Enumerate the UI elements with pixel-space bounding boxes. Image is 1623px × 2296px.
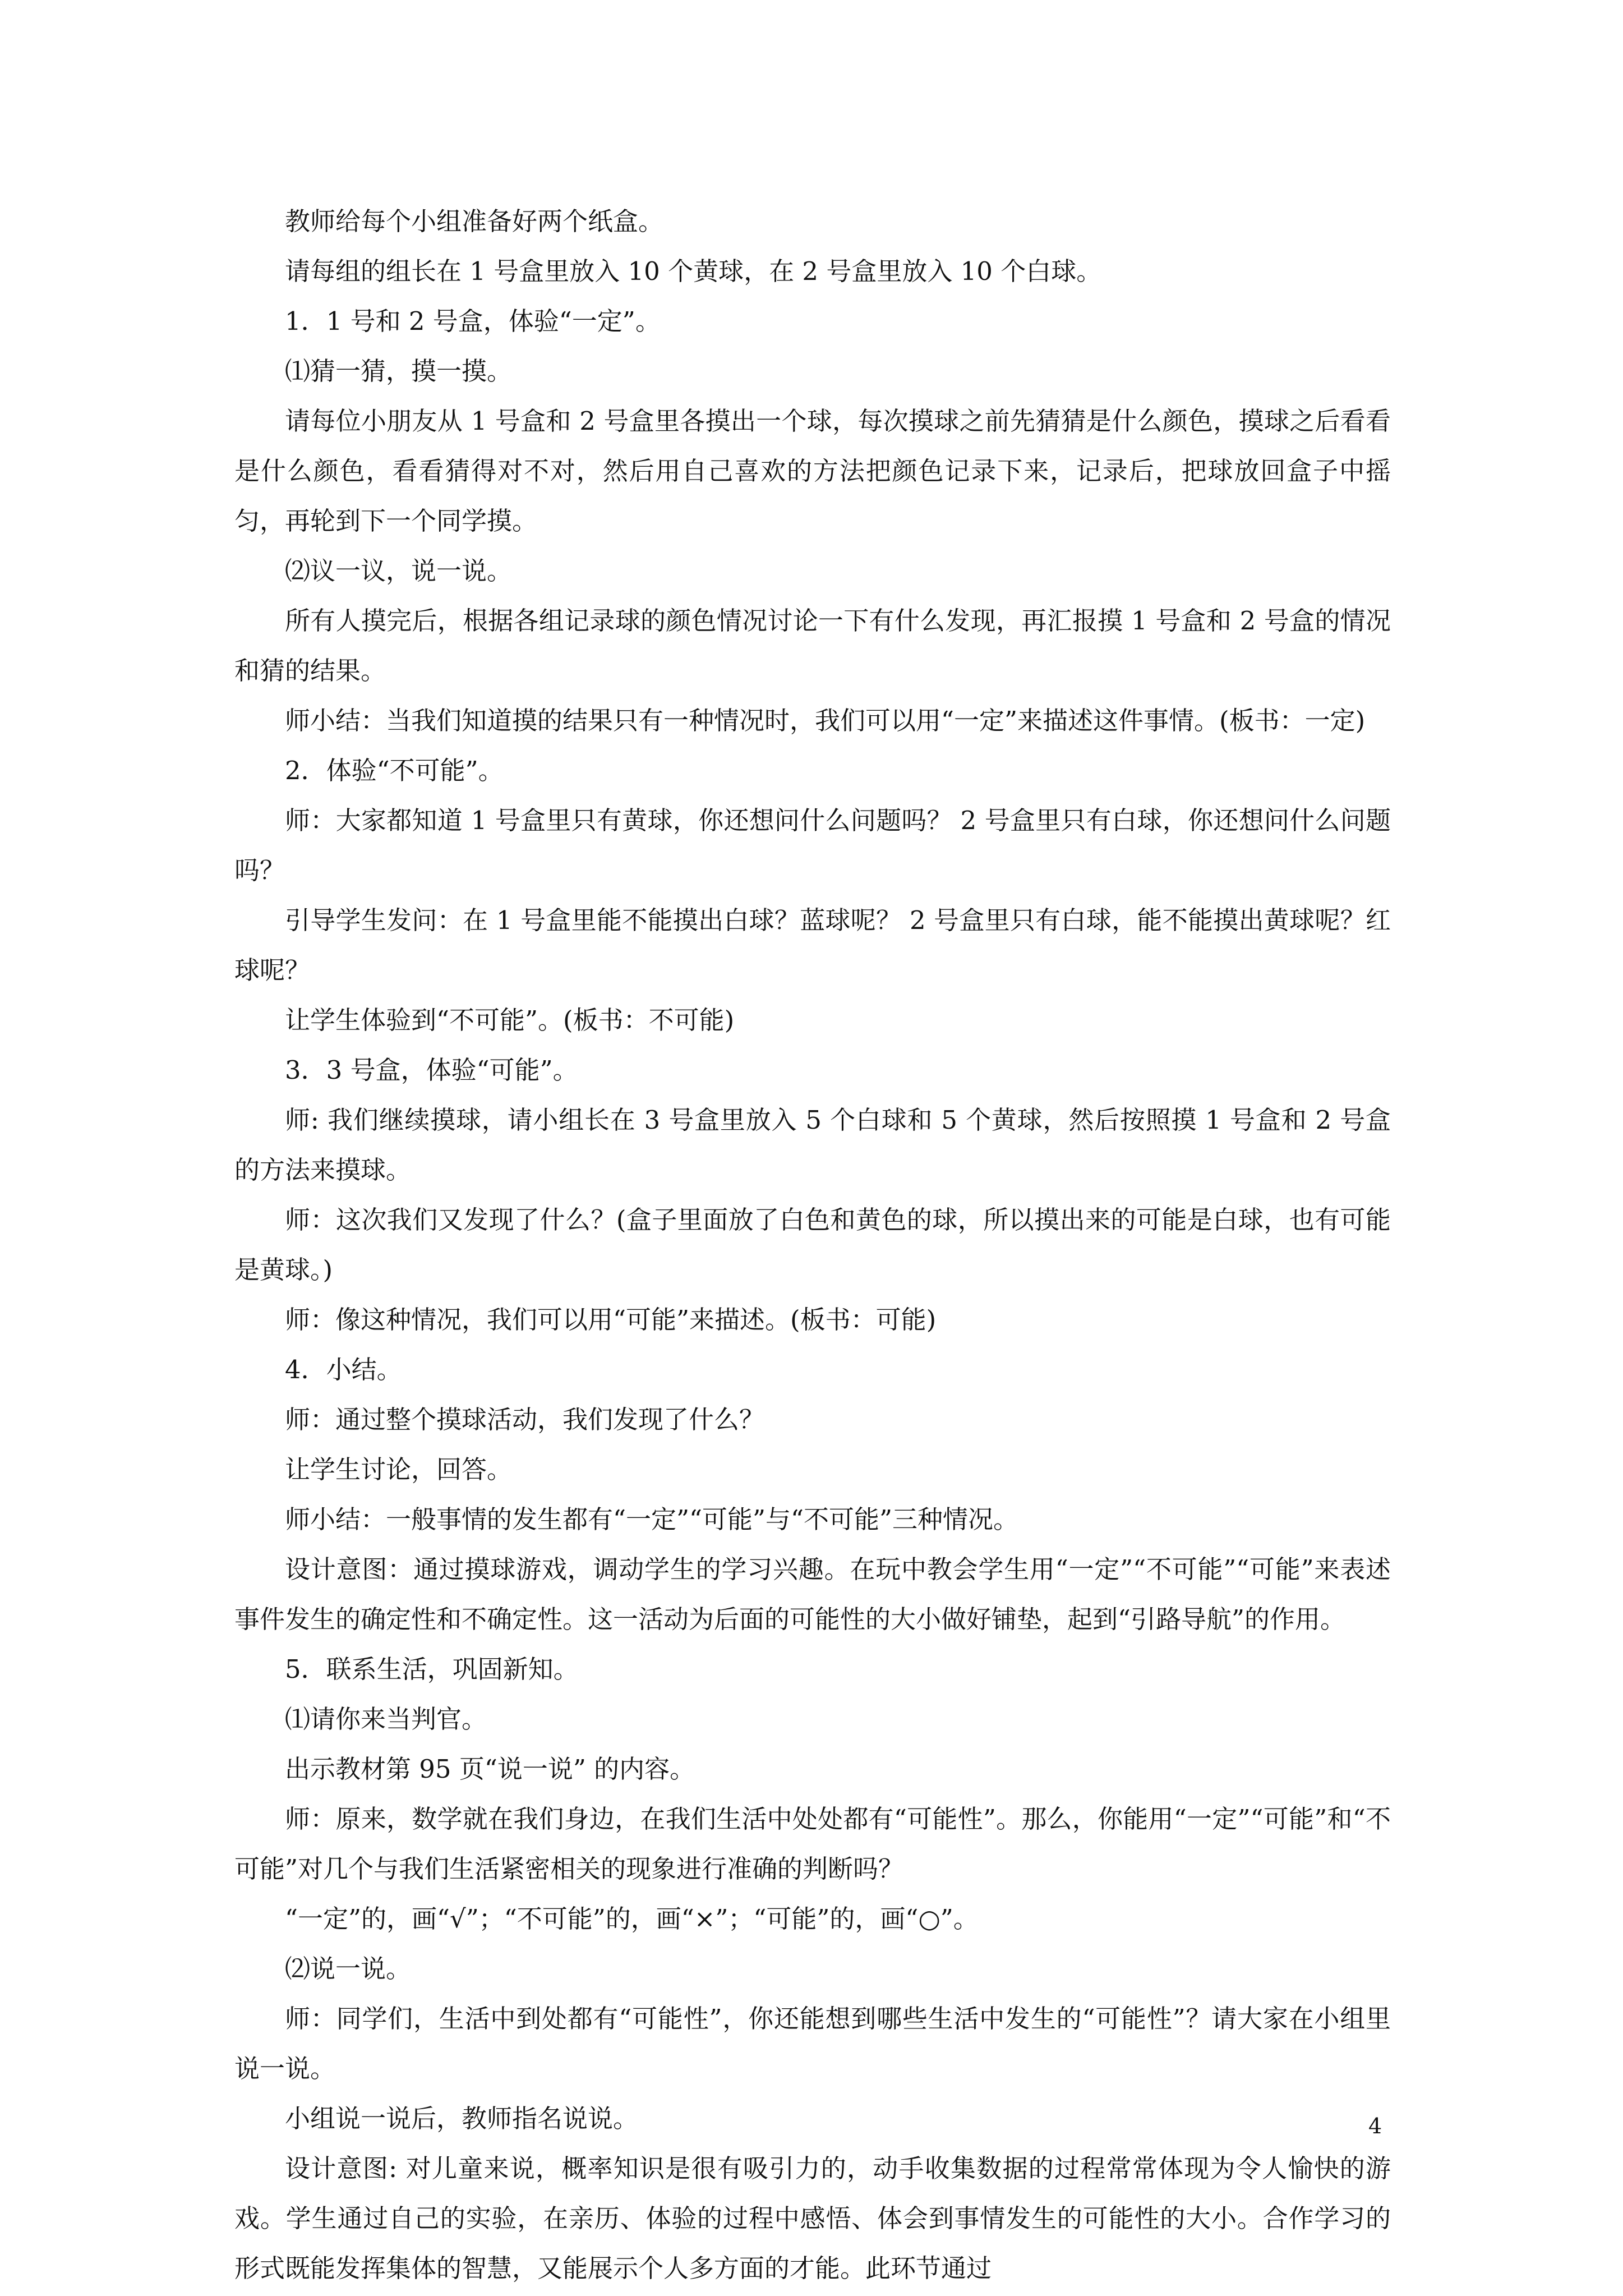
section-heading: 3．3 号盒，体验“可能”。 [285,1055,578,1085]
paragraph: 让学生讨论，回答。 [285,1455,513,1484]
paragraph: 师小结：当我们知道摸的结果只有一种情况时，我们可以用“一定”来描述这件事情。(板书：一定) [285,706,1366,735]
paragraph: 教师给每个小组准备好两个纸盒。 [285,206,664,236]
paragraph: 所有人摸完后，根据各组记录球的颜色情况讨论一下有什么发现，再汇报摸 1 号盒和 2 号盒的情况和猜的结果。 [234,606,1391,685]
paragraph: 师：大家都知道 1 号盒里只有黄球，你还想问什么问题吗？ 2 号盒里只有白球，你还想问什么问题吗？ [234,806,1391,885]
paragraph: 师：通过整个摸球活动，我们发现了什么？ [285,1405,765,1434]
paragraph: 让学生体验到“不可能”。(板书：不可能) [285,1005,735,1035]
paragraph: 请每位小朋友从 1 号盒和 2 号盒里各摸出一个球，每次摸球之前先猜猜是什么颜色，摸球之后看看是什么颜色，看看猜得对不对，然后用自己喜欢的方法把颜色记录下来，记录后，把球放回盒子中摇匀，再轮到下一个同学摸。 [234,406,1391,536]
section-heading: 4．小结。 [285,1355,402,1384]
section-heading: 5．联系生活，巩固新知。 [285,1654,579,1684]
paragraph: 师：同学们，生活中到处都有“可能性”，你还能想到哪些生活中发生的“可能性”？请大家在小组里说一说。 [234,2004,1391,2083]
section-heading: 2．体验“不可能”。 [285,756,504,785]
paragraph: 出示教材第 95 页“说一说” 的内容。 [285,1754,695,1784]
paragraph: 小组说一说后，教师指名说说。 [285,2104,639,2133]
paragraph: 师：像这种情况，我们可以用“可能”来描述。(板书：可能) [285,1305,937,1335]
page-number: 4 [1368,2114,1382,2138]
design-intent-paragraph: 设计意图：通过摸球游戏，调动学生的学习兴趣。在玩中教会学生用“一定”“不可能”“可能”来表述事件发生的确定性和不确定性。这一活动为后面的可能性的大小做好铺垫，起到“引路导航”的作用。 [234,1554,1391,1634]
paragraph: “一定”的，画“√”；“不可能”的，画“×”；“可能”的，画“○”。 [285,1904,979,1934]
subsection-heading: ⑵说一说。 [285,1954,412,1984]
paragraph: 引导学生发问：在 1 号盒里能不能摸出白球？蓝球呢？ 2 号盒里只有白球，能不能摸出黄球呢？红球呢？ [234,905,1391,985]
paragraph: 师：原来，数学就在我们身边，在我们生活中处处都有“可能性”。那么，你能用“一定”“可能”和“不可能”对几个与我们生活紧密相关的现象进行准确的判断吗？ [234,1804,1391,1884]
subsection-heading: ⑴请你来当判官。 [285,1704,487,1734]
section-heading: 1．1 号和 2 号盒，体验“一定”。 [285,306,661,336]
paragraph: 师小结：一般事情的发生都有“一定”“可能”与“不可能”三种情况。 [285,1504,1019,1534]
paragraph: 请每组的组长在 1 号盒里放入 10 个黄球，在 2 号盒里放入 10 个白球。 [285,256,1102,286]
subsection-heading: ⑴猜一猜，摸一摸。 [285,356,513,386]
design-intent-paragraph: 设计意图: 对儿童来说，概率知识是很有吸引力的，动手收集数据的过程常常体现为令人愉快的游戏。学生通过自己的实验，在亲历、体验的过程中感悟、体会到事情发生的可能性的大小。合作学习的形式既能发挥集体的智慧，又能展示个人多方面的才能。此环节通过 [234,2154,1391,2283]
subsection-heading: ⑵议一议，说一说。 [285,556,513,586]
paragraph: 师: 我们继续摸球，请小组长在 3 号盒里放入 5 个白球和 5 个黄球，然后按照摸 1 号盒和 2 号盒的方法来摸球。 [234,1105,1391,1185]
paragraph: 师：这次我们又发现了什么？(盒子里面放了白色和黄色的球，所以摸出来的可能是白球，也有可能是黄球。) [234,1205,1391,1285]
document-body [234,196,1391,2293]
